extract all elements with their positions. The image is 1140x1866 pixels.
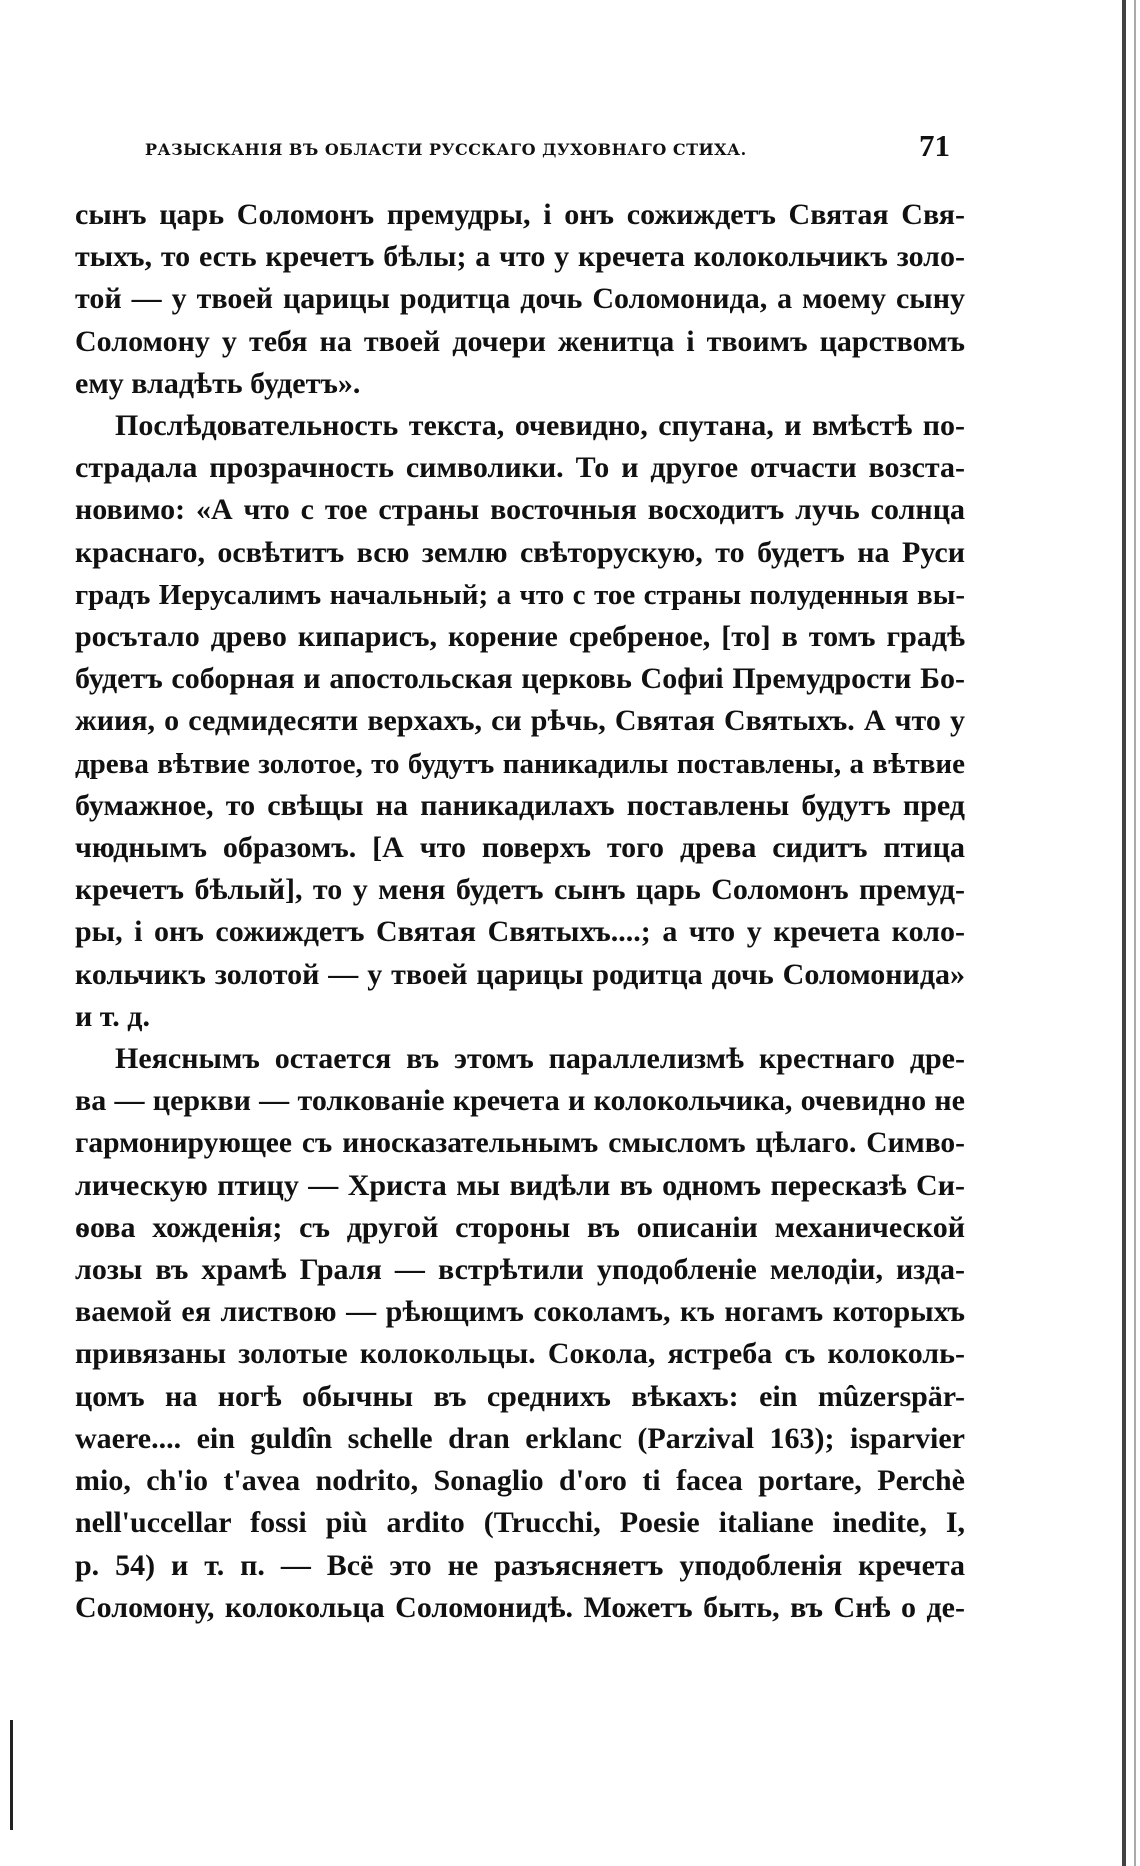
paragraph (75, 1038, 965, 1629)
scan-edge-line (1122, 0, 1126, 1866)
text-line: лическую птицу — Христа мы видѣли въ одномъ пересказѣ Си- (75, 1168, 965, 1202)
text-line: росътало древо кипарисъ, корение сребреное, [то] в томъ градѣ (75, 620, 965, 654)
text-line: привязаны золотые колокольцы. Сокола, ястреба съ колоколь- (75, 1337, 965, 1371)
text-line: mio, ch'io t'avea nodrito, Sonaglio d'oro ti facea portare, Perchè (75, 1464, 965, 1498)
page-number: 71 (919, 128, 950, 163)
scan-left-mark (10, 1720, 13, 1830)
text-line: цомъ на ногѣ обычны въ среднихъ вѣкахъ: ein mûzerspär- (75, 1379, 965, 1413)
text-line: Послѣдовательность текста, очевидно, спутана, и вмѣстѣ по- (115, 409, 965, 443)
scan-edge-line-secondary (1134, 0, 1136, 1866)
page-header (145, 128, 950, 168)
text-line: новимо: «А что с тое страны восточныя восходитъ лучь солнца (75, 493, 965, 527)
text-line: и т. д. (75, 999, 150, 1033)
text-line: кречетъ бѣлый], то у меня будетъ сынъ царь Соломонъ премуд- (75, 873, 965, 907)
paragraph (75, 194, 965, 405)
text-line: жиия, о седмидесяти верхахъ, си рѣчь, Святая Святыхъ. А что у (75, 704, 965, 738)
text-line: градъ Иерусалимъ начальный; а что с тое страны полуденныя вы- (75, 578, 965, 611)
text-line: Неяснымъ остается въ этомъ параллелизмѣ крестнаго дре- (115, 1042, 965, 1076)
text-line: waere.... ein guldîn schelle dran erklanc (Parzival 163); isparvier (75, 1421, 965, 1455)
text-line: древа вѣтвие золотое, то будутъ паникадилы поставлены, а вѣтвие (75, 747, 965, 780)
text-line: ему владѣть будетъ». (75, 366, 361, 400)
text-line: страдала прозрачность символики. То и другое отчасти возста- (75, 451, 965, 485)
text-line: бумажное, то свѣщы на паникадилахъ поставлены будутъ пред (75, 788, 965, 822)
text-line: сынъ царь Соломонъ премудры, і онъ сожиждетъ Святая Свя- (75, 198, 965, 231)
running-head: РАЗЫСКАНІЯ ВЪ ОБЛАСТИ РУССКАГО ДУХОВНАГО СТИХА. (145, 140, 747, 159)
text-line: кольчикъ золотой — у твоей царицы родитца дочь Соломонида» (75, 957, 965, 991)
text-line: ва — церкви — толкованіе кречета и колокольчика, очевидно не (75, 1084, 965, 1118)
text-line: той — у твоей царицы родитца дочь Соломонида, а моему сыну (75, 282, 965, 316)
text-line: будетъ соборная и апостольская церковь Софиі Премудрости Бо- (75, 662, 965, 696)
text-line: тыхъ, то есть кречетъ бѣлы; а что у кречета колокольчикъ золо- (75, 240, 965, 274)
text-line: чюднымъ образомъ. [А что поверхъ того древа сидитъ птица (75, 831, 965, 865)
text-line: ры, і онъ сожиждетъ Святая Святыхъ....; а что у кречета коло- (75, 915, 965, 949)
paragraph (75, 405, 965, 1038)
text-line: ваемой ея листвою — рѣющимъ соколамъ, къ ногамъ которыхъ (75, 1295, 965, 1329)
text-line: краснаго, освѣтитъ всю землю свѣторускую, то будетъ на Руси (75, 535, 965, 569)
text-line: ѳова хожденія; съ другой стороны въ описаніи механической (75, 1210, 965, 1244)
text-line: Соломону у тебя на твоей дочери женитца і твоимъ царствомъ (75, 324, 965, 358)
text-line: p. 54) и т. п. — Всё это не разъясняетъ уподобленія кречета (75, 1548, 965, 1582)
text-line: nell'uccellar fossi più ardito (Trucchi, Poesie italiane inedite, I, (75, 1506, 965, 1540)
text-line: лозы въ храмѣ Граля — встрѣтили уподобленіе мелодіи, изда- (75, 1253, 965, 1287)
text-line: Соломону, колокольца Соломонидѣ. Можетъ быть, въ Снѣ о де- (75, 1590, 965, 1624)
body-text (75, 194, 965, 1629)
text-line: гармонирующее съ иносказательнымъ смысломъ цѣлаго. Симво- (75, 1127, 965, 1160)
